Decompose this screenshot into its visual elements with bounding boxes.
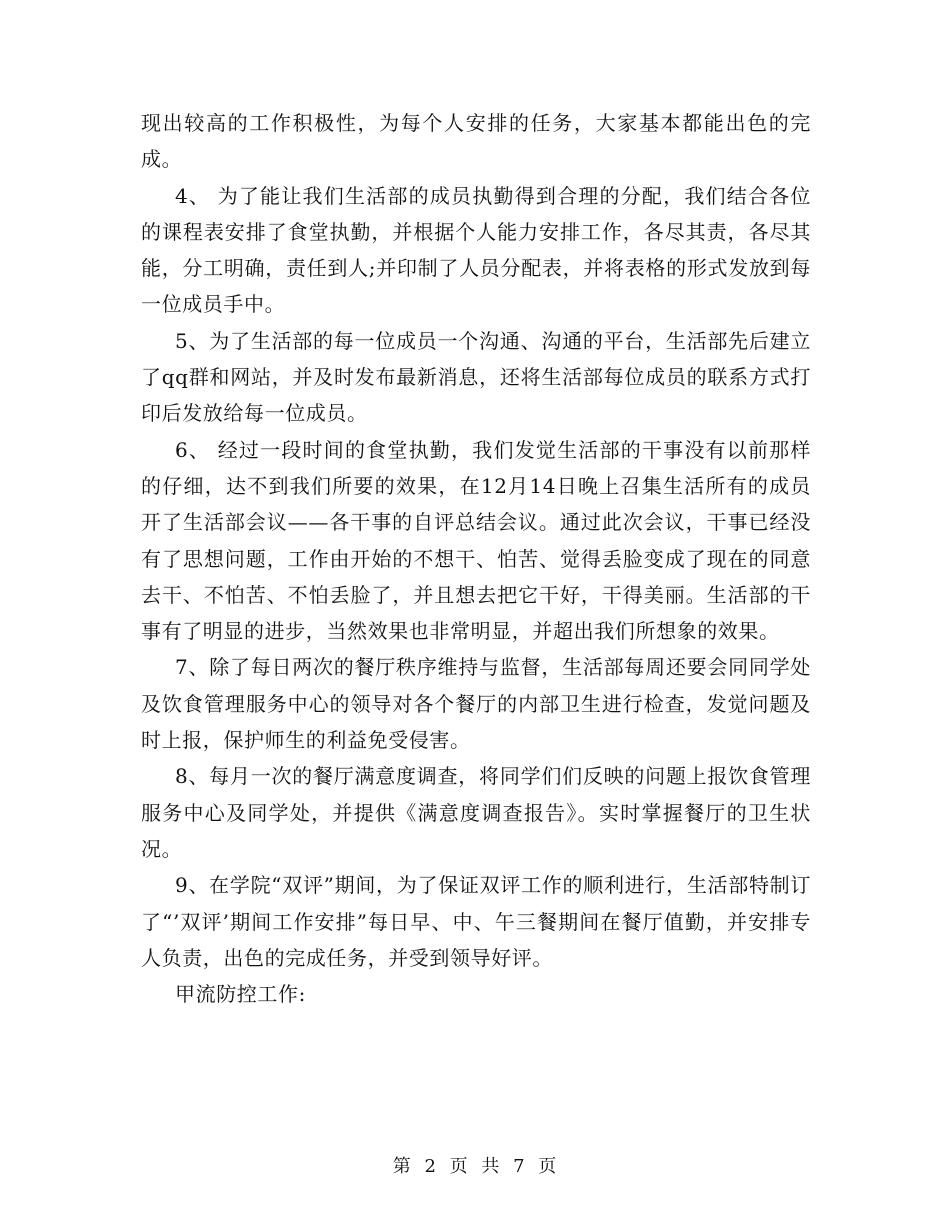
paragraph-4: 6、 经过一段时间的食堂执勤，我们发觉生活部的干事没有以前那样的仔细，达不到我们所要的效果，在12月14日晚上召集生活所有的成员开了生活部会议——各干事的自评总结会议。通过此次会议，干事已经没有了思想问题，工作由开始的不想干、怕苦、觉得丢脸变成了现在的同意去干、不怕苦、不怕丢脸了，并且想去把它干好，干得美丽。生活部的干事有了明显的进步，当然效果也非常明显，并超出我们所想象的效果。	[141, 437, 811, 644]
paragraph-6: 8、每月一次的餐厅满意度调查，将同学们们反映的问题上报饮食管理服务中心及同学处，并提供《满意度调查报告》。实时掌握餐厅的卫生状况。	[141, 764, 811, 861]
paragraph-7: 9、在学院“双评”期间，为了保证双评工作的顺利进行，生活部特制订了“’双评’期间工作安排”每日早、中、午三餐期间在餐厅值勤，并安排专人负责，出色的完成任务，并受到领导好评。	[141, 873, 811, 970]
paragraph-5: 7、除了每日两次的餐厅秩序维持与监督，生活部每周还要会同同学处及饮食管理服务中心的领导对各个餐厅的内部卫生进行检查，发觉问题及时上报，保护师生的利益免受侵害。	[141, 655, 811, 753]
page-number-footer: 第 2 页 共 7 页	[392, 1156, 558, 1177]
paragraph-8: 甲流防控工作:	[175, 982, 306, 1007]
document-body	[141, 105, 811, 1012]
paragraph-2: 4、 为了能让我们生活部的成员执勤得到合理的分配，我们结合各位的课程表安排了食堂执勤，并根据个人能力安排工作，各尽其责，各尽其能，分工明确，责任到人;并印制了人员分配表，并将表格的形式发放到每一位成员手中。	[141, 183, 811, 317]
paragraph-1: 现出较高的工作积极性，为每个人安排的任务，大家基本都能出色的完成。	[141, 111, 811, 172]
paragraph-3: 5、为了生活部的每一位成员一个沟通、沟通的平台，生活部先后建立了qq群和网站，并及时发布最新消息，还将生活部每位成员的联系方式打印后发放给每一位成员。	[141, 328, 811, 426]
